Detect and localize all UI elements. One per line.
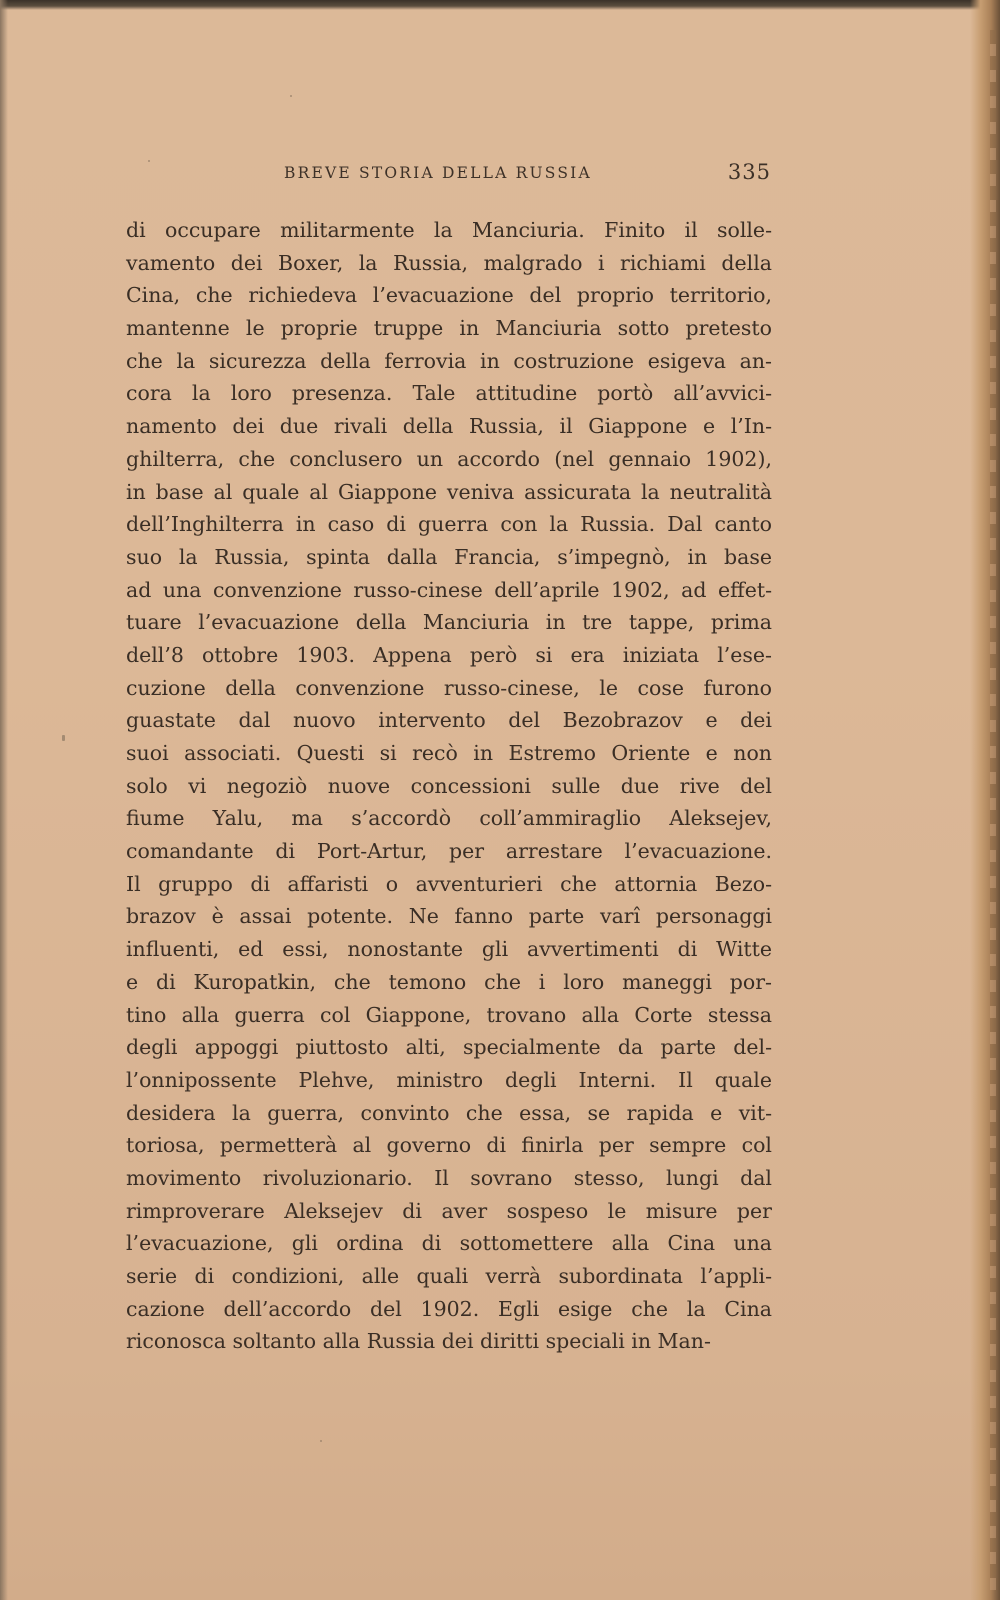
text-line: Cina, che richiedeva l’evacuazione del proprio territorio,	[126, 283, 772, 308]
text-line: serie di condizioni, alle quali verrà subordinata l’appli-	[126, 1264, 772, 1288]
text-line: desidera la guerra, convinto che essa, se rapida e vit-	[126, 1100, 772, 1125]
text-line: guastate dal nuovo intervento del Bezobrazov e dei	[126, 708, 772, 733]
text-line: l’evacuazione, gli ordina di sottomettere alla Cina una	[126, 1231, 772, 1256]
page-number: 335	[727, 160, 771, 184]
text-line: Il gruppo di affaristi o avventurieri che attornia Bezo-	[126, 871, 772, 896]
text-line: movimento rivoluzionario. Il sovrano stesso, lungi dal	[126, 1165, 772, 1190]
text-line: dell’Inghilterra in caso di guerra con la Russia. Dal canto	[126, 512, 772, 537]
text-line: che la sicurezza della ferrovia in costruzione esigeva an-	[126, 348, 772, 373]
text-line: cazione dell’accordo del 1902. Egli esige che la Cina	[126, 1296, 772, 1321]
text-line: namento dei due rivali della Russia, il Giappone e l’In-	[126, 414, 772, 439]
text-line: in base al quale al Giappone veniva assicurata la neutralità	[126, 479, 772, 504]
text-line: di occupare militarmente la Manciuria. Finito il solle-	[126, 218, 772, 242]
text-line: riconosca soltanto alla Russia dei diritti speciali in Man-	[126, 1329, 711, 1354]
text-line: ad una convenzione russo-cinese dell’aprile 1902, ad effet-	[126, 577, 772, 602]
running-header	[126, 160, 776, 196]
paper-speck	[290, 95, 292, 97]
paper-speck	[62, 735, 65, 741]
text-line: brazov è assai potente. Ne fanno parte varî personaggi	[126, 904, 772, 929]
text-line: suo la Russia, spinta dalla Francia, s’impegnò, in base	[126, 544, 772, 569]
text-line: toriosa, permetterà al governo di finirla per sempre col	[126, 1133, 772, 1158]
text-line: dell’8 ottobre 1903. Appena però si era iniziata l’ese-	[126, 642, 772, 667]
text-line: vamento dei Boxer, la Russia, malgrado i richiami della	[126, 250, 772, 275]
body-text	[126, 214, 772, 1358]
text-line: rimproverare Aleksejev di aver sospeso le misure per	[126, 1198, 772, 1223]
text-line: mantenne le proprie truppe in Manciuria sotto pretesto	[126, 316, 772, 341]
text-line: tino alla guerra col Giappone, trovano alla Corte stessa	[126, 1002, 772, 1027]
running-title: BREVE STORIA DELLA RUSSIA	[284, 164, 592, 182]
text-line: l’onnipossente Plehve, ministro degli Interni. Il quale	[126, 1067, 772, 1092]
text-line: cuzione della convenzione russo-cinese, le cose furono	[126, 675, 772, 700]
text-line: cora la loro presenza. Tale attitudine portò all’avvici-	[126, 381, 772, 406]
page-left-edge	[0, 0, 8, 1600]
text-line: ghilterra, che conclusero un accordo (nel gennaio 1902),	[126, 446, 772, 471]
text-line: solo vi negoziò nuove concessioni sulle due rive del	[126, 773, 772, 798]
text-line: comandante di Port-Artur, per arrestare l’evacuazione.	[126, 839, 772, 864]
text-line: e di Kuropatkin, che temono che i loro maneggi por-	[126, 969, 772, 994]
text-line: influenti, ed essi, nonostante gli avvertimenti di Witte	[126, 937, 772, 962]
page-fore-edge	[990, 30, 996, 1590]
text-line: tuare l’evacuazione della Manciuria in tre tappe, prima	[126, 610, 772, 635]
text-line: degli appoggi piuttosto alti, specialmente da parte del-	[126, 1035, 772, 1060]
text-line: suoi associati. Questi si recò in Estremo Oriente e non	[126, 741, 772, 765]
text-line: fiume Yalu, ma s’accordò coll’ammiraglio Aleksejev,	[126, 806, 772, 831]
paper-speck	[320, 1440, 322, 1442]
page-top-edge	[0, 0, 1000, 10]
